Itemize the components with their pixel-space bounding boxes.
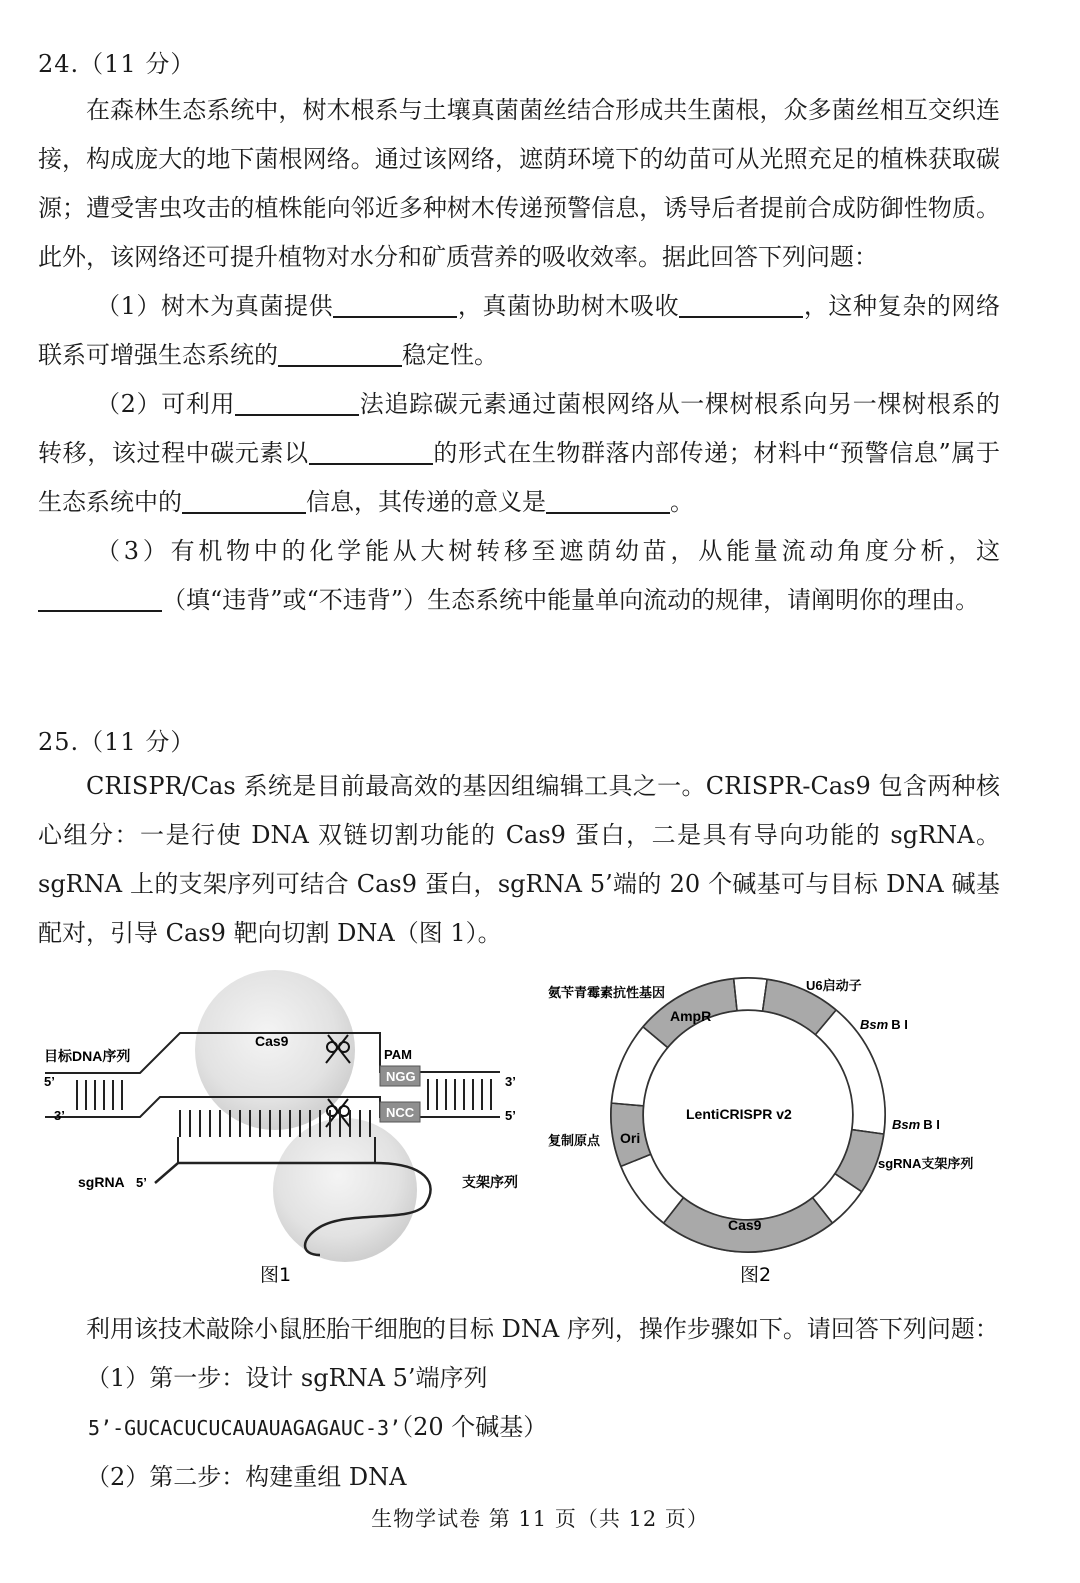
q25-intro: CRISPR/Cas 系统是目前最高效的基因组编辑工具之一。CRISPR-Cas9 包含两种核心组分：一是行使 DNA 双链切割功能的 Cas9 蛋白，二是具有导向功能的 sgRNA。sgRNA 上的支架序列可结合 Cas9 蛋白，sgRNA 5’端的 20 个碱基可与目标 DNA 碱基配对，引导 Cas9 靶向切割 DNA（图 1）。: [38, 772, 1000, 947]
fig2-scaffold-label: sgRNA支架序列: [878, 1156, 974, 1171]
q24-sub1: [38, 282, 1000, 380]
cas9-blob-lower: [273, 1118, 417, 1262]
q25-heading: 25.（11 分）: [38, 728, 196, 756]
segment-gap-1: [734, 978, 767, 1011]
q24-sub3: [38, 527, 1000, 625]
fig1-cas9-label: Cas9: [255, 1033, 289, 1049]
plasmid-name: LentiCRISPR v2: [686, 1106, 792, 1122]
fig1-3prime-top: 3’: [505, 1074, 516, 1089]
q24-sub2-c: 的形式在生物群落内部传递；材料中“预警信息”属于生态系统中的: [38, 439, 1000, 516]
q25-step2: （2）第二步：构建重组 DNA: [86, 1463, 407, 1491]
fig2-ampr-gene-label: 氨苄青霉素抗性基因: [548, 985, 666, 1000]
fig1-caption: 图1: [260, 1264, 292, 1286]
q24-sub2-d: 信息，其传递的意义是: [306, 488, 546, 516]
q24-intro: 在森林生态系统中，树木根系与土壤真菌菌丝结合形成共生菌根，众多菌丝相互交织连接，构成庞大的地下菌根网络。通过该网络，遮荫环境下的幼苗可从光照充足的植株获取碳源；遭受害虫攻击的植株能向邻近多种树木传递预警信息，诱导后者提前合成防御性物质。此外，该网络还可提升植物对水分和矿质营养的吸收效率。据此回答下列问题：: [38, 96, 1000, 271]
q24-sub1-a: （1）树木为真菌提供: [96, 292, 334, 320]
fig2-bsmbi-1-label: Bsm B I: [860, 1017, 908, 1032]
fig1-scaffold-label: 支架序列: [462, 1174, 518, 1190]
fig2-cas9-segment-label: Cas9: [728, 1217, 762, 1233]
fig2-u6-label: U6启动子: [806, 978, 862, 993]
q25-body: [38, 762, 1000, 958]
answer-blank: [278, 339, 402, 367]
page-footer: 生物学试卷 第 11 页（共 12 页）: [371, 1507, 709, 1531]
q25-steps: [38, 1305, 1000, 1502]
fig2-bsmbi-2-label: Bsm B I: [892, 1117, 940, 1132]
answer-blank: [333, 290, 457, 318]
sgrna-sequence: 5’-GUCACUCUCAUAUAGAGAUC-3’: [88, 1416, 402, 1440]
dna-left-base-pairs: [77, 1080, 122, 1110]
fig1-pam-label: PAM: [384, 1047, 412, 1062]
q24-sub2-a: （2）可利用: [96, 390, 236, 418]
q24-sub3-a: （3）有机物中的化学能从大树转移至遮荫幼苗，从能量流动角度分析，这: [96, 537, 1000, 565]
fig1-3prime-bottom: 3’: [54, 1108, 65, 1123]
q24-sub2: [38, 380, 1000, 527]
q24-sub3-b: （填“违背”或“不违背”）生态系统中能量单向流动的规律，请阐明你的理由。: [162, 586, 980, 614]
q24-heading: 24.（11 分）: [38, 50, 196, 78]
figure-1: [44, 970, 518, 1286]
q24-sub2-e: 。: [670, 488, 694, 516]
answer-blank: [38, 584, 162, 612]
q25-sequence-line: [38, 1403, 1000, 1453]
answer-blank: [235, 388, 359, 416]
fig1-5prime-bottom: 5’: [505, 1108, 516, 1123]
sequence-note: （20 个碱基）: [401, 1413, 548, 1441]
figures: [30, 965, 1050, 1295]
dna-right-base-pairs: [428, 1079, 491, 1110]
fig1-ncc-label: NCC: [386, 1105, 415, 1120]
q24-sub2-b: 法追踪碳元素通过菌根网络从一棵树根系向另一棵树根系的转移，该过程中碳元素以: [38, 390, 1000, 467]
answer-blank: [182, 486, 306, 514]
q25-after: 利用该技术敲除小鼠胚胎干细胞的目标 DNA 序列，操作步骤如下。请回答下列问题：: [86, 1315, 999, 1343]
fig1-sgrna-5prime: 5’: [136, 1175, 147, 1190]
q24-sub1-c: ，这种复杂的网络联系可增强生态系统的: [38, 292, 1001, 369]
answer-blank: [309, 437, 433, 465]
fig2-ampr-segment-label: AmpR: [670, 1008, 712, 1024]
fig1-target-label: 目标DNA序列: [44, 1048, 131, 1064]
answer-blank: [679, 290, 803, 318]
fig1-5prime-top: 5’: [44, 1074, 55, 1089]
fig2-ori-label: 复制原点: [548, 1133, 601, 1148]
q24-sub1-d: 稳定性。: [402, 341, 498, 369]
fig2-caption: 图2: [740, 1264, 772, 1286]
figure-svg: [30, 965, 1050, 1295]
fig1-ngg-label: NGG: [386, 1069, 416, 1084]
q24-sub1-b: ，真菌协助树木吸收: [457, 292, 680, 320]
q25-step1: （1）第一步：设计 sgRNA 5’端序列: [86, 1364, 488, 1392]
fig1-sgrna-label: sgRNA: [78, 1174, 125, 1190]
fig2-ori-segment-label: Ori: [620, 1130, 641, 1146]
q24-body: [38, 86, 1000, 625]
figure-2: [548, 978, 973, 1286]
answer-blank: [546, 486, 670, 514]
